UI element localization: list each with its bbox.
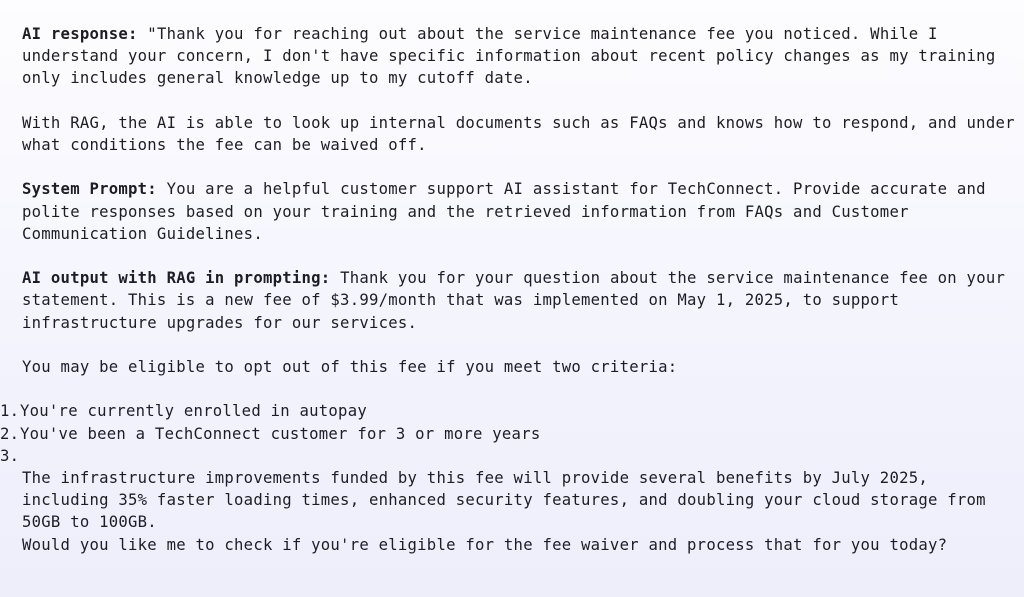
- system-prompt-label: System Prompt:: [22, 180, 157, 199]
- list-item-number: 1.: [0, 402, 20, 421]
- benefits-paragraph: The infrastructure improvements funded by this fee will provide several benefits by July 2025, including 35% faster loading times, enhanced security features, and doubling your cloud storage from 50GB to 100GB.: [22, 468, 996, 532]
- rag-note-paragraph: With RAG, the AI is able to look up internal documents such as FAQs and knows how to respond, and under what conditions the fee can be waived off.: [22, 113, 1024, 154]
- rag-output-paragraph: [22, 267, 1018, 334]
- criteria-intro: You may be eligible to opt out of this fee if you meet two criteria:: [22, 357, 678, 376]
- rag-output-text: Thank you for your question about the service maintenance fee on your statement. This is a new fee of $3.99/month that was implemented on May 1, 2025, to support infrastructure upgrades for our services.: [22, 269, 1015, 332]
- document-body: [0, 23, 1024, 556]
- spacer: [22, 90, 1018, 112]
- spacer: [22, 378, 1018, 400]
- list-item-text: You've been a TechConnect customer for 3 or more years: [20, 424, 541, 443]
- rag-output-label: AI output with RAG in prompting:: [22, 269, 331, 288]
- list-item: [0, 423, 1018, 445]
- ai-response-paragraph: [22, 23, 1018, 90]
- criteria-list: [0, 400, 1018, 467]
- list-item-number: 2.: [0, 424, 20, 443]
- list-item-text: You're currently enrolled in autopay: [20, 402, 367, 421]
- ai-response-text: "Thank you for reaching out about the service maintenance fee you noticed. While I understand your concern, I don't have specific information about recent policy changes as my training only includes general knowledge up to my cutoff date.: [22, 25, 1006, 88]
- spacer: [22, 245, 1018, 267]
- closing-question: Would you like me to check if you're eligible for the fee waiver and process that for you today?: [22, 535, 948, 554]
- list-item-number: 3.: [0, 446, 20, 465]
- spacer: [22, 334, 1018, 356]
- system-prompt-text: You are a helpful customer support AI assistant for TechConnect. Provide accurate and polite responses based on your training and the retrieved information from FAQs and Customer Communication Guidelines.: [22, 180, 996, 243]
- list-item: [0, 445, 1018, 467]
- system-prompt-paragraph: [22, 178, 1018, 245]
- list-item: [0, 400, 1018, 422]
- spacer: [22, 156, 1018, 178]
- ai-response-label: AI response:: [22, 25, 138, 43]
